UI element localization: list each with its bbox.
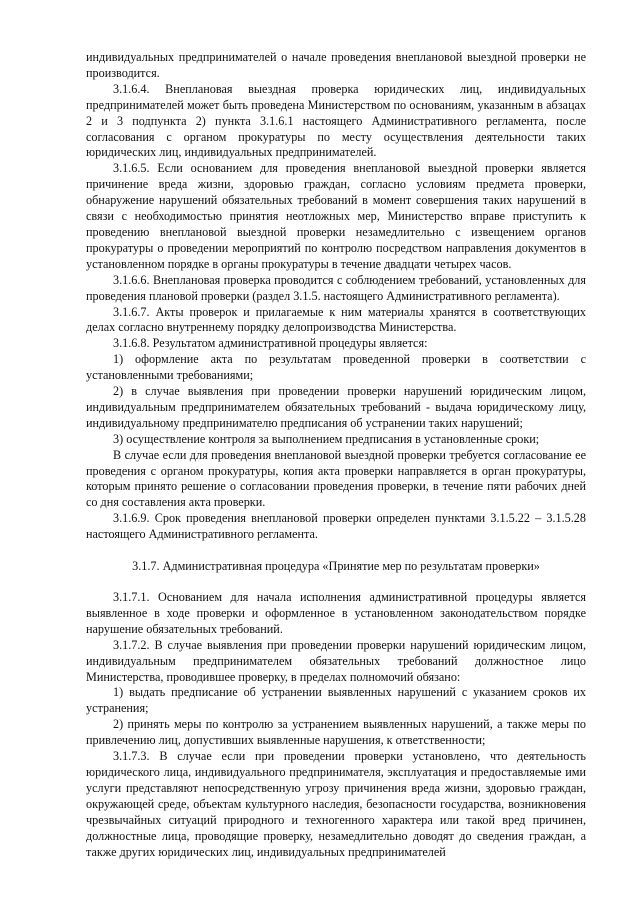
list-item-take-measures: 2) принять меры по контролю за устранением выявленных нарушений, а также меры по привлечению лиц, допустивших выявленные нарушения, к ответственности; — [86, 717, 586, 748]
list-item-2: 2) в случае выявления при проведении проверки нарушений юридическим лицом, индивидуальным предпринимателем обязательных требований - выдача юридическому лицу, индивидуальному предпринимателю предписания об устранении таких нарушений; — [86, 384, 586, 430]
paragraph-3-1-6-7: 3.1.6.7. Акты проверок и прилагаемые к ним материалы хранятся в соответствующих делах согласно внутреннему порядку делопроизводства Министерства. — [86, 304, 586, 335]
list-item-3: 3) осуществление контроля за выполнением предписания в установленные сроки; — [113, 431, 540, 446]
section-heading-3-1-7: 3.1.7. Административная процедура «Принятие мер по результатам проверки» — [132, 559, 540, 574]
paragraph-continuation: индивидуальных предпринимателей о начале проведения внеплановой выездной проверки не производится. — [86, 50, 586, 80]
document-page — [86, 50, 586, 860]
list-item-1: 1) оформление акта по результатам проведенной проверки в соответствии с установленными требованиями; — [86, 352, 586, 383]
paragraph-3-1-6-4: 3.1.6.4. Внеплановая выездная проверка юридических лиц, индивидуальных предпринимателей может быть проведена Министерством по основаниям, указанным в абзацах 2 и 3 подпункта 2) пункта 3.1.6.1 настоящего Административного регламента, после согласования с органом прокуратуры по месту осуществления деятельности таких юридических лиц, индивидуальных предпринимателей. — [86, 81, 586, 160]
paragraph-3-1-6-6: 3.1.6.6. Внеплановая проверка проводится с соблюдением требований, установленных для проведения плановой проверки (раздел 3.1.5. настоящего Административного регламента). — [86, 272, 586, 303]
paragraph-3-1-6-8: 3.1.6.8. Результатом административной процедуры является: — [113, 336, 428, 351]
paragraph-3-1-7-3: 3.1.7.3. В случае если при проведении проверки установлено, что деятельность юридического лица, индивидуального предпринимателя, эксплуатация и предоставляемые ими услуги представляют непосредственную угрозу причинения вреда жизни, здоровью граждан, окружающей среде, объектам культурного наследия, безопасности государства, возникновения чрезвычайных ситуаций природного и техногенного характера или такой вред причинен, должностные лица, проводящие проверку, незамедлительно доводят до сведения граждан, а также других юридических лиц, индивидуальных предпринимателей — [86, 749, 586, 859]
paragraph-3-1-7-1: 3.1.7.1. Основанием для начала исполнения административной процедуры является выявленное в ходе проверки и оформленное в установленном законодательством порядке нарушение обязательных требований. — [86, 590, 586, 636]
paragraph-3-1-6-9: 3.1.6.9. Срок проведения внеплановой проверки определен пунктами 3.1.5.22 – 3.1.5.28 настоящего Административного регламента. — [86, 511, 586, 542]
paragraph-3-1-6-5: 3.1.6.5. Если основанием для проведения внеплановой выездной проверки является причинение вреда жизни, здоровью граждан, согласно условиям предмета проверки, обнаружение нарушений обязательных требований в момент совершения таких нарушений в связи с необходимостью принятия неотложных мер, Министерство вправе приступить к проведению внеплановой выездной проверки незамедлительно с извещением органов прокуратуры о проведении мероприятий по контролю посредством направления документов в установленном порядке в органы прокуратуры в течение двадцати четырех часов. — [86, 161, 586, 271]
list-item-issue-order: 1) выдать предписание об устранении выявленных нарушений с указанием сроков их устранения; — [86, 685, 586, 716]
paragraph-3-1-7-2: 3.1.7.2. В случае выявления при проведении проверки нарушений юридическим лицом, индивидуальным предпринимателем обязательных требований должностное лицо Министерства, проводившее проверку, в пределах полномочий обязано: — [86, 637, 586, 684]
paragraph-prosecutor-copy: В случае если для проведения внеплановой выездной проверки требуется согласование ее проведения с органом прокуратуры, копия акта проверки направляется в орган прокуратуры, которым принято решение о согласовании проведения проверки, в течение пяти рабочих дней со дня составления акта проверки. — [86, 447, 586, 510]
